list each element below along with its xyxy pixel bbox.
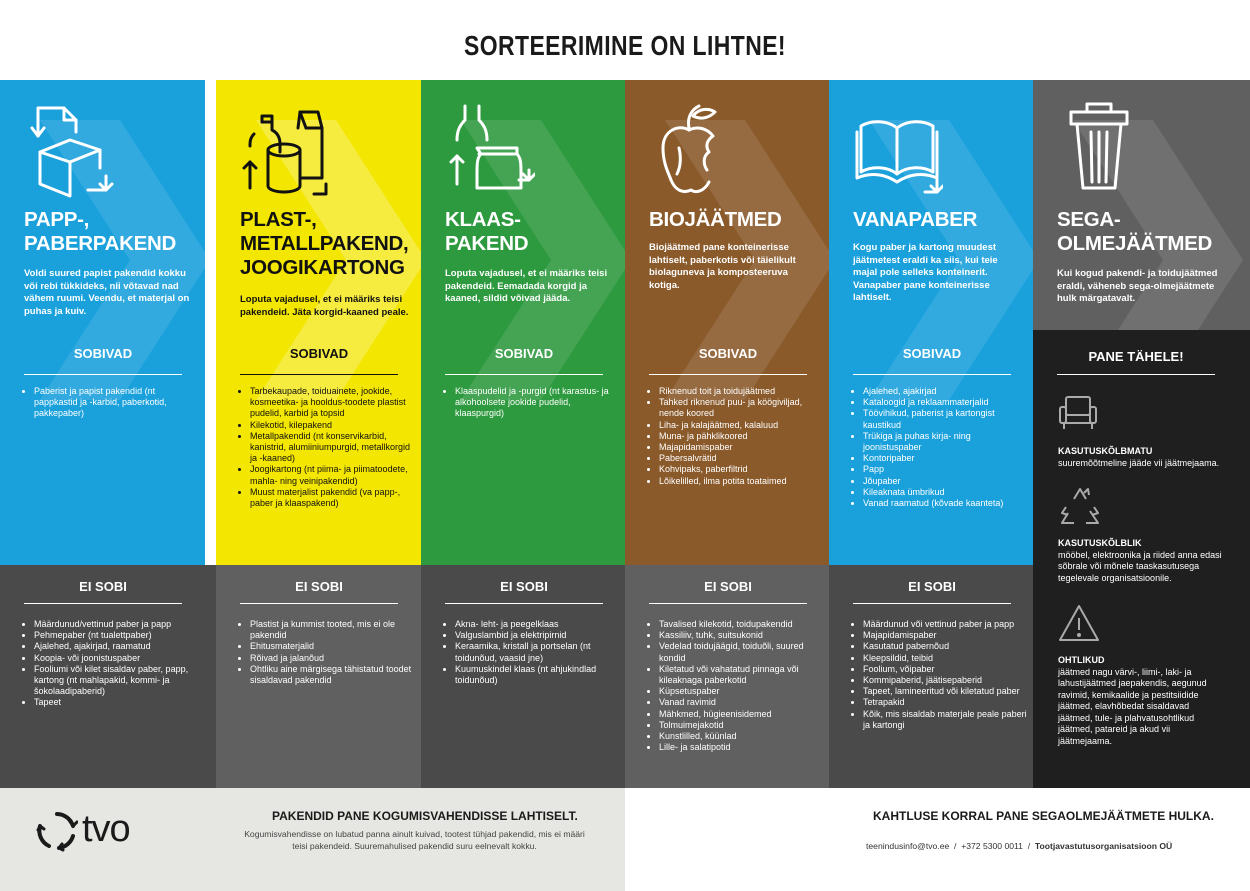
list-item: • Akna- leht- ja peegelklaas [455, 619, 623, 630]
email-link[interactable]: teenindusinfo@tvo.ee [866, 841, 950, 851]
column-klaas [421, 80, 625, 565]
column-papp [0, 80, 205, 565]
ok-list [853, 386, 1028, 509]
list-item: • Kiletatud või vahatatud pinnaga või kileaknaga paberkotid [659, 664, 827, 686]
list-item: • Majapidamispaber [659, 442, 824, 453]
ok-list [445, 386, 620, 420]
not-title: EI SOBI [295, 579, 343, 594]
ok-title: SOBIVAD [289, 346, 349, 361]
list-item: • Mähkmed, hügieenisidemed [659, 709, 827, 720]
column-heading: PAPP-, PABERPAKEND [24, 208, 176, 255]
divider [240, 374, 398, 375]
column-description: Loputa vajadusel, et ei määriks teisi pakendeid. Eemadada korgid ja kaaned, sildid võivad jääda. [445, 268, 608, 304]
list-item: • Kleepsildid, teibid [863, 653, 1031, 664]
ok-list [649, 386, 824, 487]
list-item: • Määrdunud või vettinud paber ja papp [863, 619, 1031, 630]
footer-left-text: Kogumisvahendisse on lubatud panna ainult kuivad, tootest tühjad pakendid, mis ei määri teisi pakendeid. Suuremahulised pakendid suru eelnevalt kokku. [244, 829, 585, 851]
open-book-icon [853, 98, 943, 198]
list-item: • Vedelad toidujäägid, toiduõli, suured kondid [659, 641, 827, 663]
list-item: • Rõivad ja jalanõud [250, 653, 418, 664]
not-list [445, 619, 623, 686]
column-heading: SEGA-OLMEJÄÄTMED [1057, 208, 1213, 255]
list-item: • Klaaspudelid ja -purgid (nt karastus- ja alkohoolsete jookide pudelid, klaaspurgid) [455, 386, 620, 420]
divider [240, 603, 398, 604]
note-title: KASUTUSKÕLBMATU [1058, 446, 1153, 456]
list-item: • Koopia- või joonistuspaber [34, 653, 202, 664]
list-item: • Jõupaber [863, 476, 1028, 487]
list-item: • Kontoripaber [863, 453, 1028, 464]
note-text: jäätmed nagu värvi-, liimi-, laki- ja lahustijäätmed jaepakendis, aegunud ravimid, kemikaalide ja pestitsiidide jäätmed, elavhõbedat sisaldavad jäätmed, tule- ja plahvatusohtlikud jäätmed, patareid ja akud vii jäätmejaama. [1058, 666, 1207, 746]
list-item: • Ehitusmaterjalid [250, 641, 418, 652]
apple-core-icon [649, 98, 739, 198]
list-item: • Joogikartong (nt piima- ja piimatoodete, mahla- ning veinipakendid) [250, 464, 415, 486]
list-item: • Papp [863, 464, 1028, 475]
list-item: • Lille- ja salatipotid [659, 742, 827, 753]
phone-link[interactable]: +372 5300 0011 [961, 841, 1023, 851]
contact-line [866, 841, 1172, 851]
column-sega [1033, 80, 1250, 330]
list-item: • Vanad raamatud (kõvade kaanteta) [863, 498, 1028, 509]
list-item: • Kasutatud pabernõud [863, 641, 1031, 652]
list-item: • Ajalehed, ajakirjad [863, 386, 1028, 397]
separator: / [1027, 841, 1031, 851]
list-item: • Kileaknata ümbrikud [863, 487, 1028, 498]
note-hazardous [1058, 655, 1223, 747]
list-item: • Määrdunud/vettinud paber ja papp [34, 619, 202, 630]
list-item: • Ajalehed, ajakirjad, raamatud [34, 641, 202, 652]
list-item: • Fooliumi või kilet sisaldav paber, papp, kartong (nt mahlapakid, kommi- ja šokolaadipaberid) [34, 664, 202, 698]
list-item: • Vanad ravimid [659, 697, 827, 708]
ok-title: SOBIVAD [698, 346, 758, 361]
list-item: • Pabersalvrätid [659, 453, 824, 464]
list-item: • Majapidamispaber [863, 630, 1031, 641]
column-heading: KLAAS-PAKEND [445, 208, 529, 255]
list-item: • Tapeet [34, 697, 202, 708]
not-list [853, 619, 1031, 731]
column-heading: VANAPABER [853, 208, 978, 231]
list-item: • Küpsetuspaber [659, 686, 827, 697]
column-description: Biojäätmed pane konteinerisse lahtiselt, paberkotis või täielikult biolaguneva ja komposteeruva kotiga. [649, 242, 796, 291]
divider [649, 603, 807, 604]
ok-list [240, 386, 415, 509]
list-item: • Kassiliiv, tuhk, suitsukonid [659, 630, 827, 641]
list-item: • Tapeet, lamineeritud või kiletatud paber [863, 686, 1031, 697]
list-item: • Metallpakendid (nt konservikarbid, kanistrid, alumiiniumpurgid, metallkorgid ja -kaaned) [250, 431, 415, 465]
list-item: • Liha- ja kalajäätmed, kalaluud [659, 420, 824, 431]
list-item: • Paberist ja papist pakendid (nt pappkastid ja -karbid, paberkotid, pakkepaber) [34, 386, 199, 420]
list-item: • Tolmuimejakotid [659, 720, 827, 731]
divider [445, 603, 603, 604]
bottle-can-carton-icon [240, 98, 330, 198]
list-item: • Tavalised kilekotid, toidupakendid [659, 619, 827, 630]
list-item: • Keraamika, kristall ja portselan (nt toidunõud, vaasid jne) [455, 641, 623, 663]
column-heading: PLAST-, METALLPAKEND, JOOGIKARTONG [240, 208, 409, 279]
warning-triangle-icon [1058, 604, 1100, 642]
not-title: EI SOBI [704, 579, 752, 594]
list-item: • Trükiga ja puhas kirja- ning joonistuspaber [863, 431, 1028, 453]
list-item: • Pehmepaber (nt tualettpaber) [34, 630, 202, 641]
not-title: EI SOBI [908, 579, 956, 594]
armchair-icon [1058, 395, 1098, 431]
notes-title: PANE TÄHELE! [1088, 349, 1184, 364]
not-suitable-bio [625, 565, 829, 788]
column-heading: BIOJÄÄTMED [649, 208, 782, 231]
note-text: suuremõõtmeline jääde vii jäätmejaama. [1058, 457, 1220, 468]
column-plast [216, 80, 421, 565]
note-title: OHTLIKUD [1058, 655, 1105, 665]
list-item: • Riknenud toit ja toidujäätmed [659, 386, 824, 397]
tvo-logo-icon [36, 810, 78, 852]
divider [24, 374, 182, 375]
divider [24, 603, 182, 604]
column-description: Kui kogud pakendi- ja toidujäätmed eraldi, väheneb sega-olmejäätmete hulk märgatavalt. [1057, 268, 1218, 304]
ok-list [24, 386, 199, 420]
not-suitable-vanapaber [829, 565, 1033, 788]
not-title: EI SOBI [79, 579, 127, 594]
not-list [240, 619, 418, 686]
list-item: • Kõik, mis sisaldab materjale peale paberi ja kartongi [863, 709, 1031, 731]
list-item: • Kuumuskindel klaas (nt ahjukindlad toidunõud) [455, 664, 623, 686]
divider [445, 374, 603, 375]
note-usable [1058, 538, 1223, 584]
list-item: • Töövihikud, paberist ja kartongist kaustikud [863, 408, 1028, 430]
list-item: • Kommipaberid, jäätisepaberid [863, 675, 1031, 686]
note-title: KASUTUSKÕLBLIK [1058, 538, 1142, 548]
divider [1057, 374, 1215, 375]
note-text: mööbel, elektroonika ja riided anna edasi sõbrale või mõnele taaskasutusega tegelevale organisatsioonile. [1058, 549, 1222, 583]
ok-title: SOBIVAD [73, 346, 133, 361]
note-unusable [1058, 446, 1223, 469]
trash-bin-icon [1057, 98, 1147, 198]
logo-text: tvo [82, 808, 130, 850]
list-item: • Muna- ja pähklikoored [659, 431, 824, 442]
separator: / [954, 841, 957, 851]
footer-left-heading: PAKENDID PANE KOGUMISVAHENDISSE LAHTISELT. [272, 809, 578, 823]
footer-right-heading: KAHTLUSE KORRAL PANE SEGAOLMEJÄÄTMETE HULKA. [873, 809, 1214, 823]
glass-jar-bottle-icon [445, 98, 535, 198]
divider [853, 603, 1011, 604]
column-description: Voldi suured papist pakendid kokku või rebi tükkideks, nii võtavad nad vähem ruumi. Veendu, et materjal on puhas ja kuiv. [24, 268, 190, 317]
not-list [24, 619, 202, 709]
list-item: • Ohtliku aine märgisega tähistatud toodet sisaldavad pakendid [250, 664, 418, 686]
box-recycle-icon [24, 98, 114, 198]
page-title: SORTEERIMINE ON LIHTNE! [464, 30, 786, 61]
list-item: • Tarbekaupade, toiduainete, jookide, kosmeetika- ja hooldus-toodete plastist pudelid, karbid ja topsid [250, 386, 415, 420]
footer-right [625, 788, 1250, 891]
divider [853, 374, 1011, 375]
list-item: • Plastist ja kummist tooted, mis ei ole pakendid [250, 619, 418, 641]
ok-title: SOBIVAD [494, 346, 554, 361]
list-item: • Kataloogid ja reklaammaterjalid [863, 397, 1028, 408]
list-item: • Foolium, võipaber [863, 664, 1031, 675]
not-list [649, 619, 827, 753]
list-item: • Kilekotid, kilepakend [250, 420, 415, 431]
list-item: • Tahked riknenud puu- ja köögiviljad, nende koored [659, 397, 824, 419]
list-item: • Tetrapakid [863, 697, 1031, 708]
not-suitable-papp [0, 565, 216, 788]
not-suitable-klaas [421, 565, 625, 788]
not-title: EI SOBI [500, 579, 548, 594]
column-bio [625, 80, 829, 565]
list-item: • Valguslambid ja elektripirnid [455, 630, 623, 641]
list-item: • Kohvipaks, paberfiltrid [659, 464, 824, 475]
list-item: • Muust materjalist pakendid (va papp-, paber ja klaaspakend) [250, 487, 415, 509]
divider [649, 374, 807, 375]
column-description: Loputa vajadusel, et ei määriks teisi pakendeid. Jäta korgid-kaaned peale. [240, 294, 409, 318]
ok-title: SOBIVAD [902, 346, 962, 361]
column-description: Kogu paber ja kartong muudest jäätmetest eraldi ka siis, kui teie majal pole selleks konteinerit. Vanapaber pane konteinerisse lahtiselt. [853, 242, 998, 303]
list-item: • Lõikelilled, ilma potita toataimed [659, 476, 824, 487]
recycle-arrows-icon [1058, 487, 1102, 527]
org-name: Tootjavastutusorganisatsioon OÜ [1034, 841, 1173, 851]
list-item: • Kunstlilled, küünlad [659, 731, 827, 742]
not-suitable-plast [216, 565, 421, 788]
column-vanapaber [829, 80, 1033, 565]
